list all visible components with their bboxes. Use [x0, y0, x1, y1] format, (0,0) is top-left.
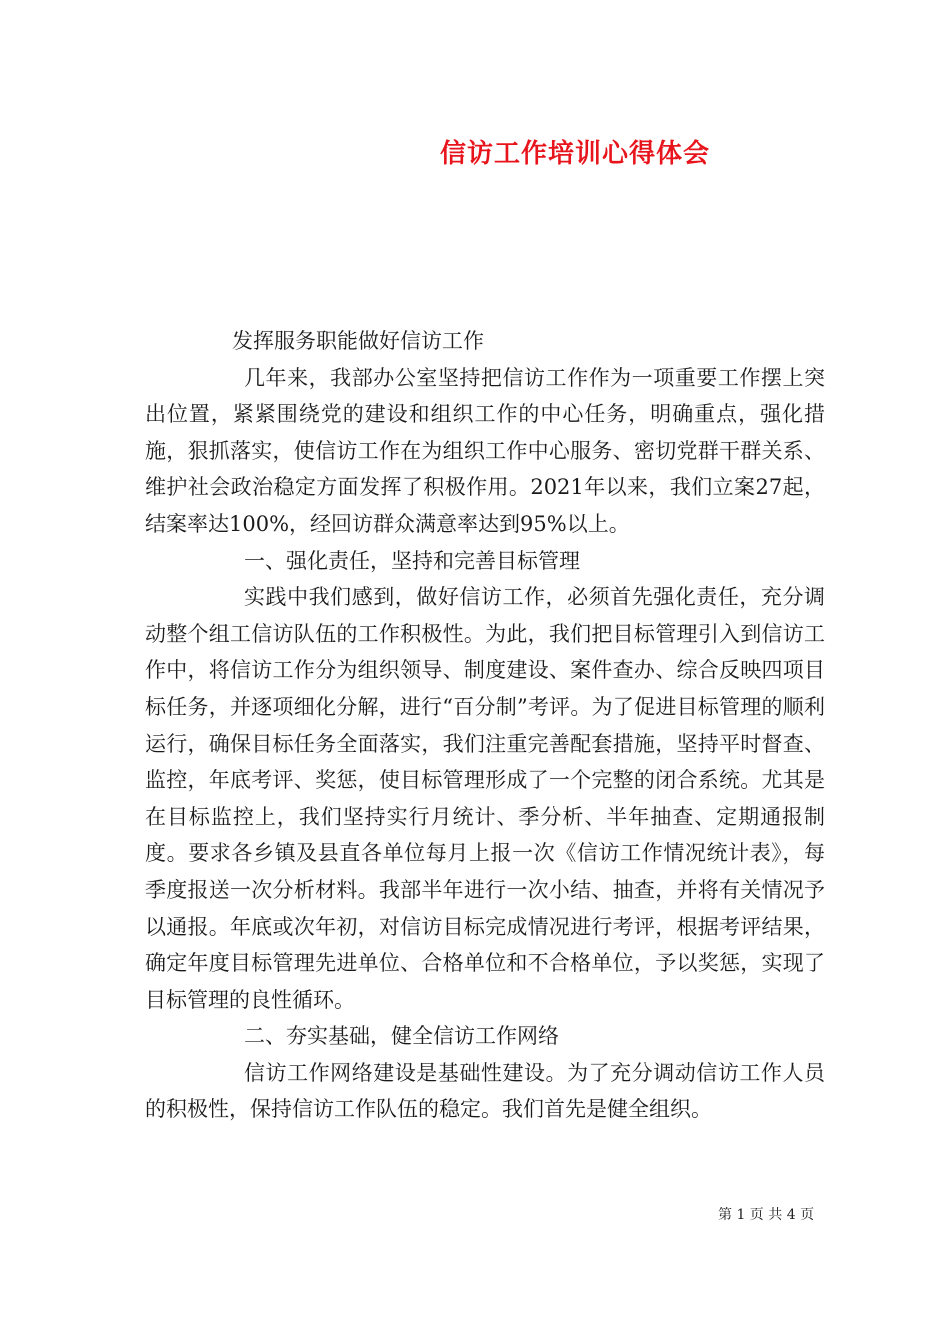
paragraph-intro: 几年来，我部办公室坚持把信访工作作为一项重要工作摆上突出位置，紧紧围绕党的建设和组织工作的中心任务，明确重点，强化措施，狠抓落实，使信访工作在为组织工作中心服务、密切党群干群关系、维护社会政治稳定方面发挥了积极作用。2021年以来，我们立案27起，结案率达100%，经回访群众满意率达到95%以上。: [145, 365, 825, 536]
document-title: 信访工作培训心得体会: [439, 139, 710, 169]
section-heading-1: 一、强化责任，坚持和完善目标管理: [244, 548, 580, 573]
page-number: 第 1 页 共 4 页: [718, 1207, 815, 1223]
document-body: [145, 323, 825, 1128]
paragraph-section-2: 信访工作网络建设是基础性建设。为了充分调动信访工作人员的积极性，保持信访工作队伍的稳定。我们首先是健全组织。: [145, 1060, 825, 1122]
subtitle: 发挥服务职能做好信访工作: [232, 329, 484, 353]
paragraph-section-1: 实践中我们感到，做好信访工作，必须首先强化责任，充分调动整个组工信访队伍的工作积极性。为此，我们把目标管理引入到信访工作中，将信访工作分为组织领导、制度建设、案件查办、综合反映四项目标任务，并逐项细化分解，进行“百分制”考评。为了促进目标管理的顺利运行，确保目标任务全面落实，我们注重完善配套措施，坚持平时督查、监控，年底考评、奖惩，使目标管理形成了一个完整的闭合系统。尤其是在目标监控上，我们坚持实行月统计、季分析、半年抽查、定期通报制度。要求各乡镇及县直各单位每月上报一次《信访工作情况统计表》，每季度报送一次分析材料。我部半年进行一次小结、抽查，并将有关情况予以通报。年底或次年初，对信访目标完成情况进行考评，根据考评结果，确定年度目标管理先进单位、合格单位和不合格单位，予以奖惩，实现了目标管理的良性循环。: [145, 585, 825, 1012]
section-heading-2: 二、夯实基础，健全信访工作网络: [244, 1024, 559, 1049]
